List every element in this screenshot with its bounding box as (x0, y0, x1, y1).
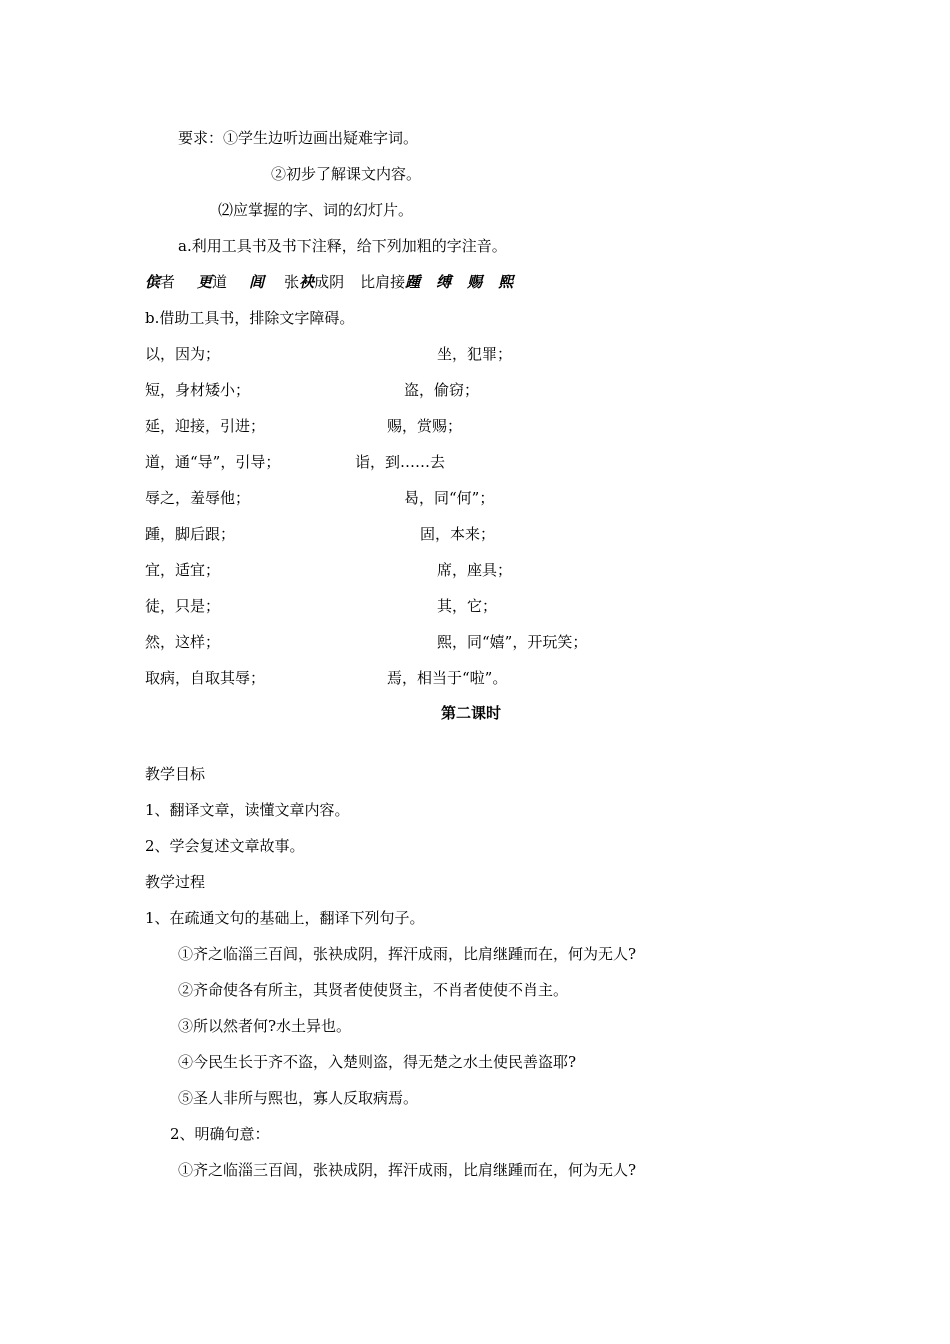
goals-label: 教学目标 (145, 765, 206, 783)
glossary-left-9: 然，这样； (145, 633, 221, 651)
process-label: 教学过程 (145, 873, 206, 891)
glossary-right-4: 诣，到……去 (355, 453, 446, 471)
pronunciation-chars-line (145, 272, 513, 292)
glossary-right-2: 盗，偷窃； (404, 381, 480, 399)
goal-item-1: 1、翻译文章，读懂文章内容。 (145, 801, 350, 819)
char-group-3: 闾 (249, 273, 265, 291)
process-step-2: 2、明确句意： (170, 1125, 270, 1143)
requirement-item-1: ①学生边听边画出疑难字词。 (223, 129, 419, 147)
requirement-item-2: ②初步了解课文内容。 (271, 165, 422, 183)
glossary-left-4: 道，通“导”，引导； (145, 453, 281, 471)
sentence-3: ③所以然者何?水土异也。 (178, 1017, 352, 1035)
sentence-5: ⑤圣人非所与熙也，寡人反取病焉。 (178, 1089, 419, 1107)
lesson-title: 第二课时 (441, 704, 502, 722)
goal-item-2: 2、学会复述文章故事。 (145, 837, 305, 855)
glossary-left-3: 延，迎接，引进； (145, 417, 266, 435)
glossary-right-5: 曷，同“何”； (404, 489, 495, 507)
slides-line: ⑵应掌握的字、词的幻灯片。 (218, 201, 414, 219)
sentence-4: ④今民生长于齐不盗，入楚则盗，得无楚之水土使民善盗耶? (178, 1053, 577, 1071)
char-group-2: 更道 (197, 273, 228, 291)
glossary-right-7: 席，座具； (437, 561, 513, 579)
char-group-7: 踵 (405, 273, 421, 291)
char-group-8: 缚 (436, 273, 452, 291)
instruction-b: b.借助工具书，排除文字障碍。 (145, 309, 355, 327)
glossary-left-10: 取病，自取其辱； (145, 669, 266, 687)
glossary-left-5: 辱之，羞辱他； (145, 489, 251, 507)
char-group-5: 袂成阴 (299, 273, 345, 291)
glossary-left-2: 短，身材矮小； (145, 381, 251, 399)
glossary-right-3: 赐，赏赐； (387, 417, 463, 435)
char-group-9: 赐 (467, 273, 483, 291)
clarify-sentence-1: ①齐之临淄三百闾，张袂成阴，挥汗成雨，比肩继踵而在，何为无人? (178, 1161, 637, 1179)
glossary-right-9: 熙，同“嬉”，开玩笑； (437, 633, 588, 651)
char-group-6: 比肩接 (360, 273, 406, 291)
sentence-2: ②齐命使各有所主，其贤者使使贤主，不肖者使使不肖主。 (178, 981, 569, 999)
requirement-label: 要求： (178, 129, 224, 147)
char-group-1: 傧者 (145, 273, 176, 291)
glossary-right-6: 固，本来； (420, 525, 496, 543)
char-group-4: 张 (284, 273, 300, 291)
char-group-10: 熙 (498, 273, 514, 291)
glossary-left-7: 宜，适宜； (145, 561, 221, 579)
glossary-left-8: 徒，只是； (145, 597, 221, 615)
glossary-right-10: 焉，相当于“啦”。 (387, 669, 508, 687)
process-step-1: 1、在疏通文句的基础上，翻译下列句子。 (145, 909, 425, 927)
sentence-1: ①齐之临淄三百闾，张袂成阴，挥汗成雨，比肩继踵而在，何为无人? (178, 945, 637, 963)
glossary-left-6: 踵，脚后跟； (145, 525, 236, 543)
glossary-right-1: 坐，犯罪； (437, 345, 513, 363)
instruction-a: a.利用工具书及书下注释，给下列加粗的字注音。 (178, 237, 507, 255)
glossary-left-1: 以，因为； (145, 345, 221, 363)
requirement-line-1 (178, 128, 418, 148)
glossary-right-8: 其，它； (437, 597, 498, 615)
